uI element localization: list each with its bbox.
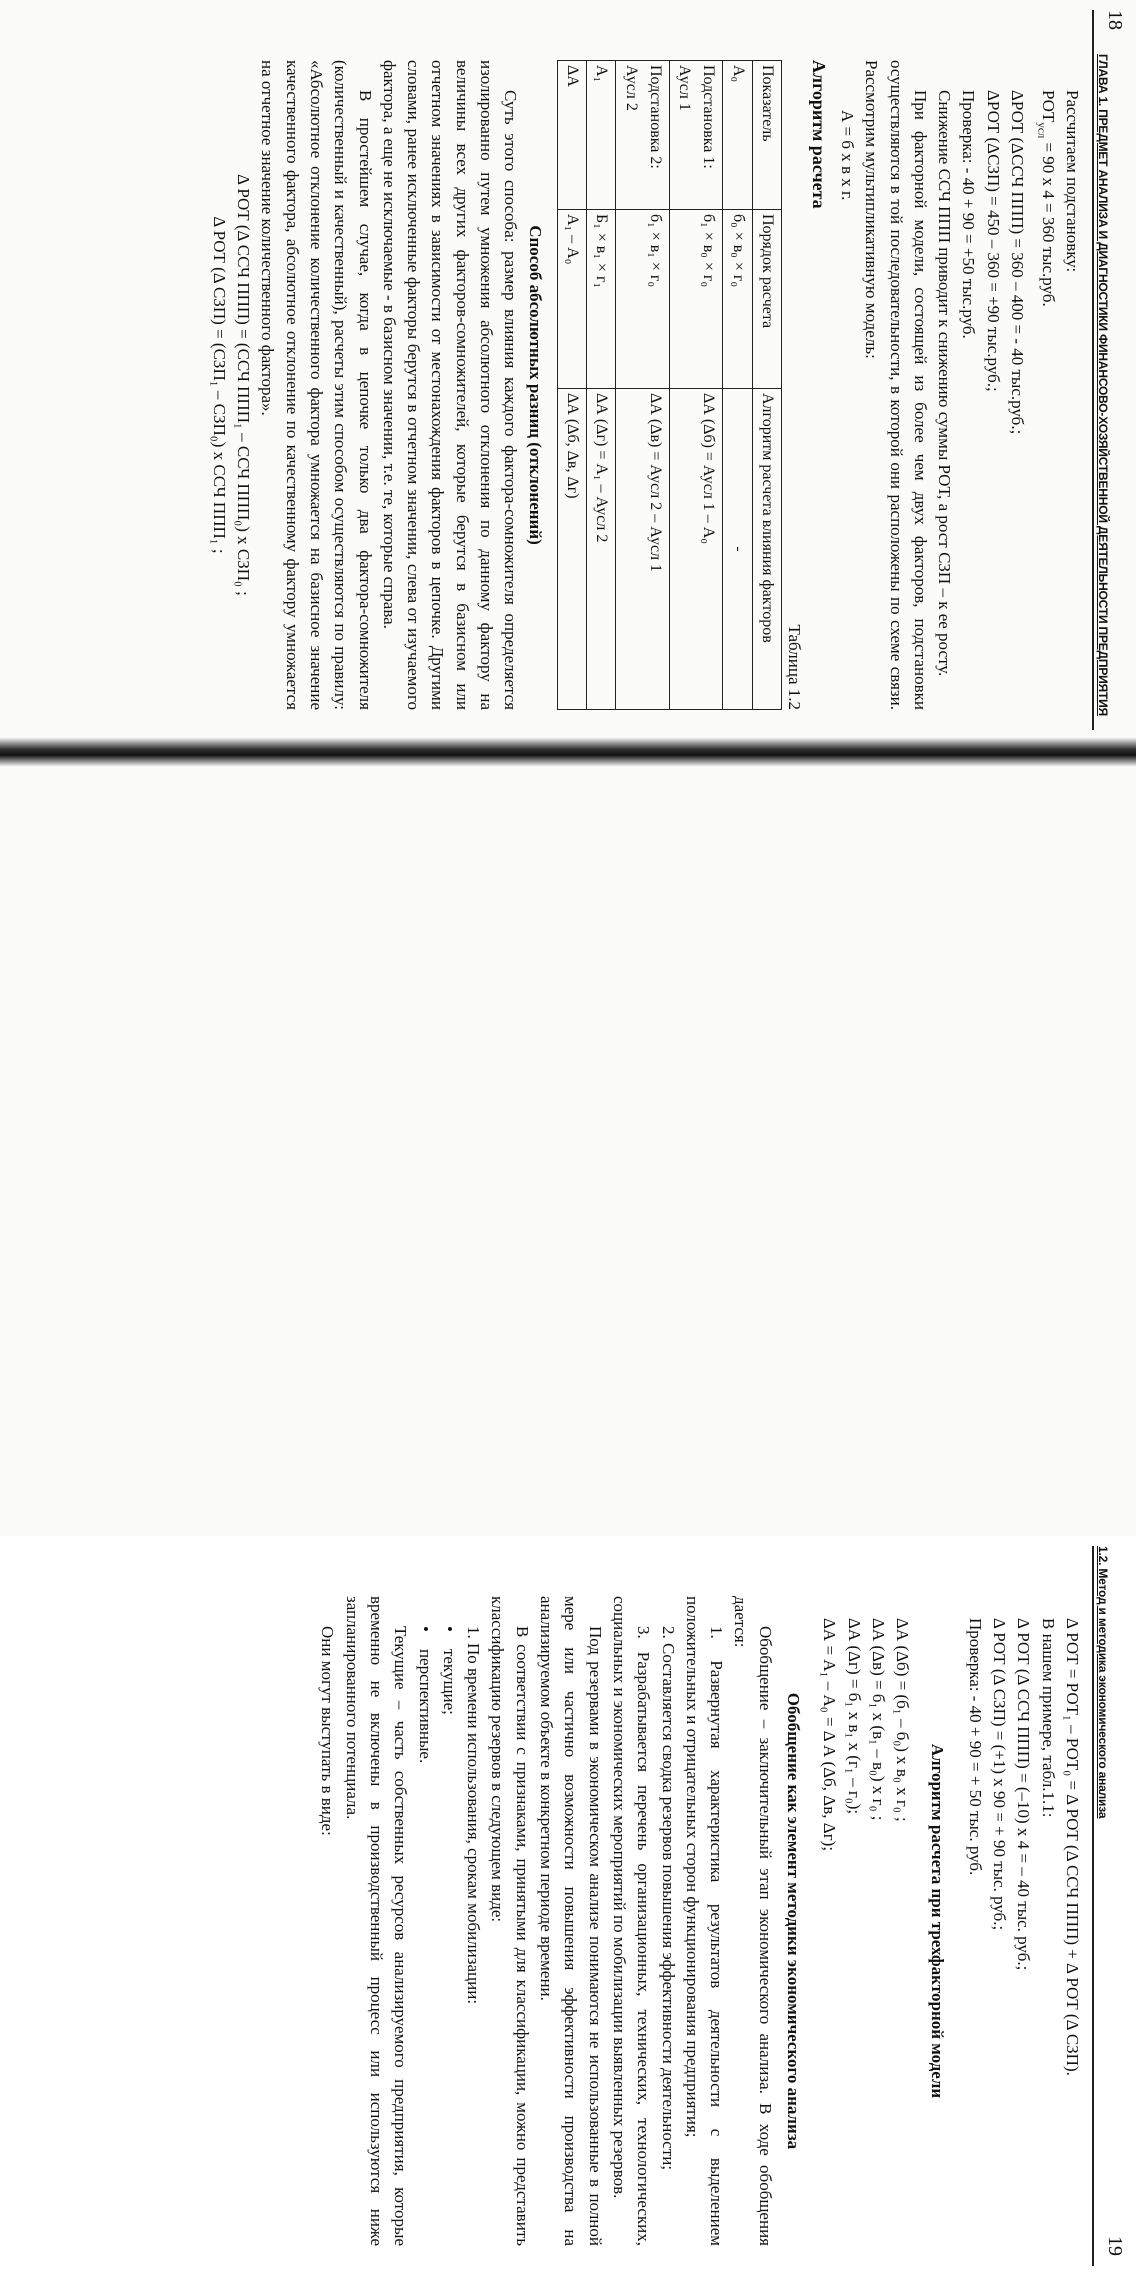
- table-cell: б₁ × в₁ × г₀: [616, 210, 670, 389]
- running-head-text: 1.2. Метод и методика экономического анализа: [1096, 1546, 1110, 1819]
- formula-line: ΔРОТ (ΔССЧ ППП) = 360 – 400 = - 40 тыс.руб.;: [1008, 90, 1028, 435]
- text-paragraph: Обобщение – заключительный этап экономического анализа. В ходе обобщения дается:: [731, 1596, 775, 2246]
- text-paragraph: В простейшем случае, когда в цепочке только два фактора-сомножителя (количественный и качественный), расчеты этим способом осуществляются по правилу: «Абсолютное отклонение количественного фактора умножается на базисное значение качественного фактора, абсолютное отклонение по качественному фактору умножается на отчетное значение количественного фактора».: [258, 60, 375, 710]
- text-paragraph: Суть этого способа: размер влияния каждого фактора-сомножителя определяется изолированно путем умножения абсолютного отклонения по данному фактору на величины всех других факторов-сомножителей, которые берутся в базисном или отчетном значениях в зависимости от местонахождения факторов в цепочке. Другими словами, ранее исключенные факторы берутся в отчетном значении, слева от изучаемого фактора, а еще не исключаемые - в базисном значении, т.е. те, которые справа.: [379, 60, 521, 710]
- table-cell: А₁ – А₀: [557, 210, 586, 389]
- text-paragraph: В соответствии с признаками, принятыми для классификации, можно представить классификацию резервов в следующем виде:: [488, 1596, 532, 2246]
- table-cell: Подстановка 2: Аусл 2: [616, 61, 670, 210]
- table-row: [669, 61, 723, 710]
- table-cell: ΔА (Δв) = Аусл 2 – Аусл 1: [616, 389, 670, 710]
- formula-line: ΔА (Δб) = (б₁ – б₀) х в₀ х г₀ ;: [893, 1618, 913, 1822]
- table-row: [723, 61, 752, 710]
- running-head: [1092, 1546, 1134, 2266]
- table-cell: ΔА (Δб) = Аусл 1 – А₀: [669, 389, 723, 710]
- formula-line: ΔА (Δг) = б₁ х в₁ х (г₁ – г₀);: [844, 1618, 864, 1815]
- table-cell: -: [723, 389, 752, 710]
- table-row: [557, 61, 586, 710]
- text-line: Рассчитаем подстановку:: [1063, 90, 1082, 273]
- bullet-icon: •: [439, 1626, 459, 1649]
- table-header: Алгоритм расчета влияния факторов: [752, 389, 781, 710]
- formula-line: Δ РОТ (Δ СЗП) = (СЗП₁ – СЗП₀) х ССЧ ППП₁ ;: [209, 216, 229, 554]
- formula-line: А = б х в х г.: [837, 110, 857, 201]
- formula-line: Δ РОТ (Δ СЗП) = (+1) х 90 = + 90 тыс. руб.;: [990, 1618, 1010, 1931]
- table-cell: А₀: [723, 61, 752, 210]
- table-header: Порядок расчета: [752, 210, 781, 389]
- table-cell: б₁ × в₀ × г₀: [669, 210, 723, 389]
- table-row: [616, 61, 670, 710]
- formula-line: Δ РОТ = РОТ₁ – РОТ₀ = Δ РОТ (Δ ССЧ ППП) + Δ РОТ (Δ СЗП).: [1063, 1618, 1082, 2076]
- text-paragraph: Снижение ССЧ ППП приводит к снижению суммы РОТ, а рост СЗП – к ее росту.: [935, 90, 955, 677]
- text-paragraph: Под резервами в экономическом анализе понимаются не использованные в полной мере или частично возможности повышения эффективности производства на анализируемом объекте в конкретном периоде времени.: [537, 1596, 605, 2246]
- running-head-text: ГЛАВА 1. ПРЕДМЕТ АНАЛИЗА И ДИАГНОСТИКИ ФИНАНСОВО-ХОЗЯЙСТВЕННОЙ ДЕЯТЕЛЬНОСТИ ПРЕДПРИЯТИЯ: [1096, 54, 1110, 716]
- table-cell: А₁: [586, 61, 615, 210]
- gutter-shadow: [0, 737, 1136, 767]
- text-line: В нашем примере, табл.1.1:: [1038, 1618, 1058, 1818]
- table-cell: Подстановка 1: Аусл 1: [669, 61, 723, 210]
- section-heading: Способ абсолютных разниц (отклонений): [525, 225, 545, 545]
- table-caption: Таблица 1.2: [785, 624, 805, 710]
- text-line: Они могут выступать в виде:: [318, 1626, 338, 1836]
- bullet-icon: •: [415, 1626, 435, 1649]
- table-header: Показатель: [752, 61, 781, 210]
- list-item-text: текущие;: [439, 1648, 459, 1715]
- formula-line: ΔА = А₁ – А₀ = Δ А (Δб, Δв, Δг);: [820, 1618, 840, 1852]
- text-line: 1. По времени использования, срокам мобилизации:: [464, 1626, 484, 2005]
- table-header-row: [752, 61, 781, 710]
- page-number: 19: [1104, 2236, 1126, 2256]
- page-18: [0, 0, 1136, 768]
- list-item: [412, 1596, 436, 2246]
- section-heading: Алгоритм расчета: [808, 60, 829, 209]
- table-cell: ΔА: [557, 61, 586, 210]
- section-heading: Обобщение как элемент методики экономического анализа: [784, 1692, 804, 2150]
- table-cell: б₀ × в₀ × г₀: [723, 210, 752, 389]
- formula-line: Проверка: - 40 + 90 = + 50 тыс. руб.: [965, 1618, 985, 1876]
- page-body: [315, 1596, 1084, 2246]
- algorithm-table: [557, 60, 782, 710]
- page-19: [0, 768, 1136, 2256]
- formula-line: ΔА (Δв) = б₁ х (в₁ – в₀) х г₀ ;: [868, 1618, 888, 1821]
- running-head: [1092, 10, 1134, 730]
- text-paragraph: 1. Развернутая характеристика результатов деятельности с выделением положительных и отрицательных сторон функционирования предприятия;: [682, 1596, 727, 2246]
- table-row: [586, 61, 615, 710]
- formula-line: $РОТ_{усл} = 90$ х 4 = 360 тыс.руб.: [1035, 90, 1058, 307]
- text-paragraph: При факторной модели, состоящей из более чем двух факторов, подстановки осуществляются в той последовательности, в которой они расположены по схеме связи. Рассмотрим мультипликативную модель:: [862, 60, 930, 710]
- text-paragraph: Текущие – часть собственных ресурсов анализируемого предприятия, которые временно не включены в производственный процесс или используются ниже запланированного потенциала.: [342, 1596, 411, 2246]
- table-cell: ΔА (Δг) = А₁ – Аусл 2: [586, 389, 615, 710]
- list-item: [437, 1596, 461, 2246]
- page-number: 18: [1104, 10, 1126, 30]
- table-cell: ΔА (Δб, Δв, Δг): [557, 389, 586, 710]
- list-item-text: перспективные.: [415, 1648, 435, 1764]
- formula-line: Δ РОТ (Δ ССЧ ППП) = (–10) х 4 = – 40 тыс. руб.;: [1014, 1618, 1034, 1971]
- table-cell: Б₁ × в₁ × г₁: [586, 210, 615, 389]
- formula-line: Δ РОТ (Δ ССЧ ППП) = (ССЧ ППП₁ – ССЧ ППП₀) х СЗП₀ ;: [234, 174, 254, 596]
- page-body: [207, 60, 1084, 710]
- text-paragraph: 2. Составляется сводка резервов повышения эффективности деятельности;: [658, 1626, 678, 2171]
- text-paragraph: 3. Разрабатывается перечень организационных, технических, технологических, социальных и экономических мероприятий по мобилизации выявленных резервов.: [609, 1596, 654, 2246]
- section-heading: Алгоритм расчета при трехфакторной модели: [927, 1743, 947, 2099]
- formula-line: ΔРОТ (ΔСЗП) = 450 – 360 = +90 тыс.руб.;: [983, 90, 1003, 392]
- formula-line: Проверка: - 40 + 90 = +50 тыс.руб.: [959, 90, 979, 339]
